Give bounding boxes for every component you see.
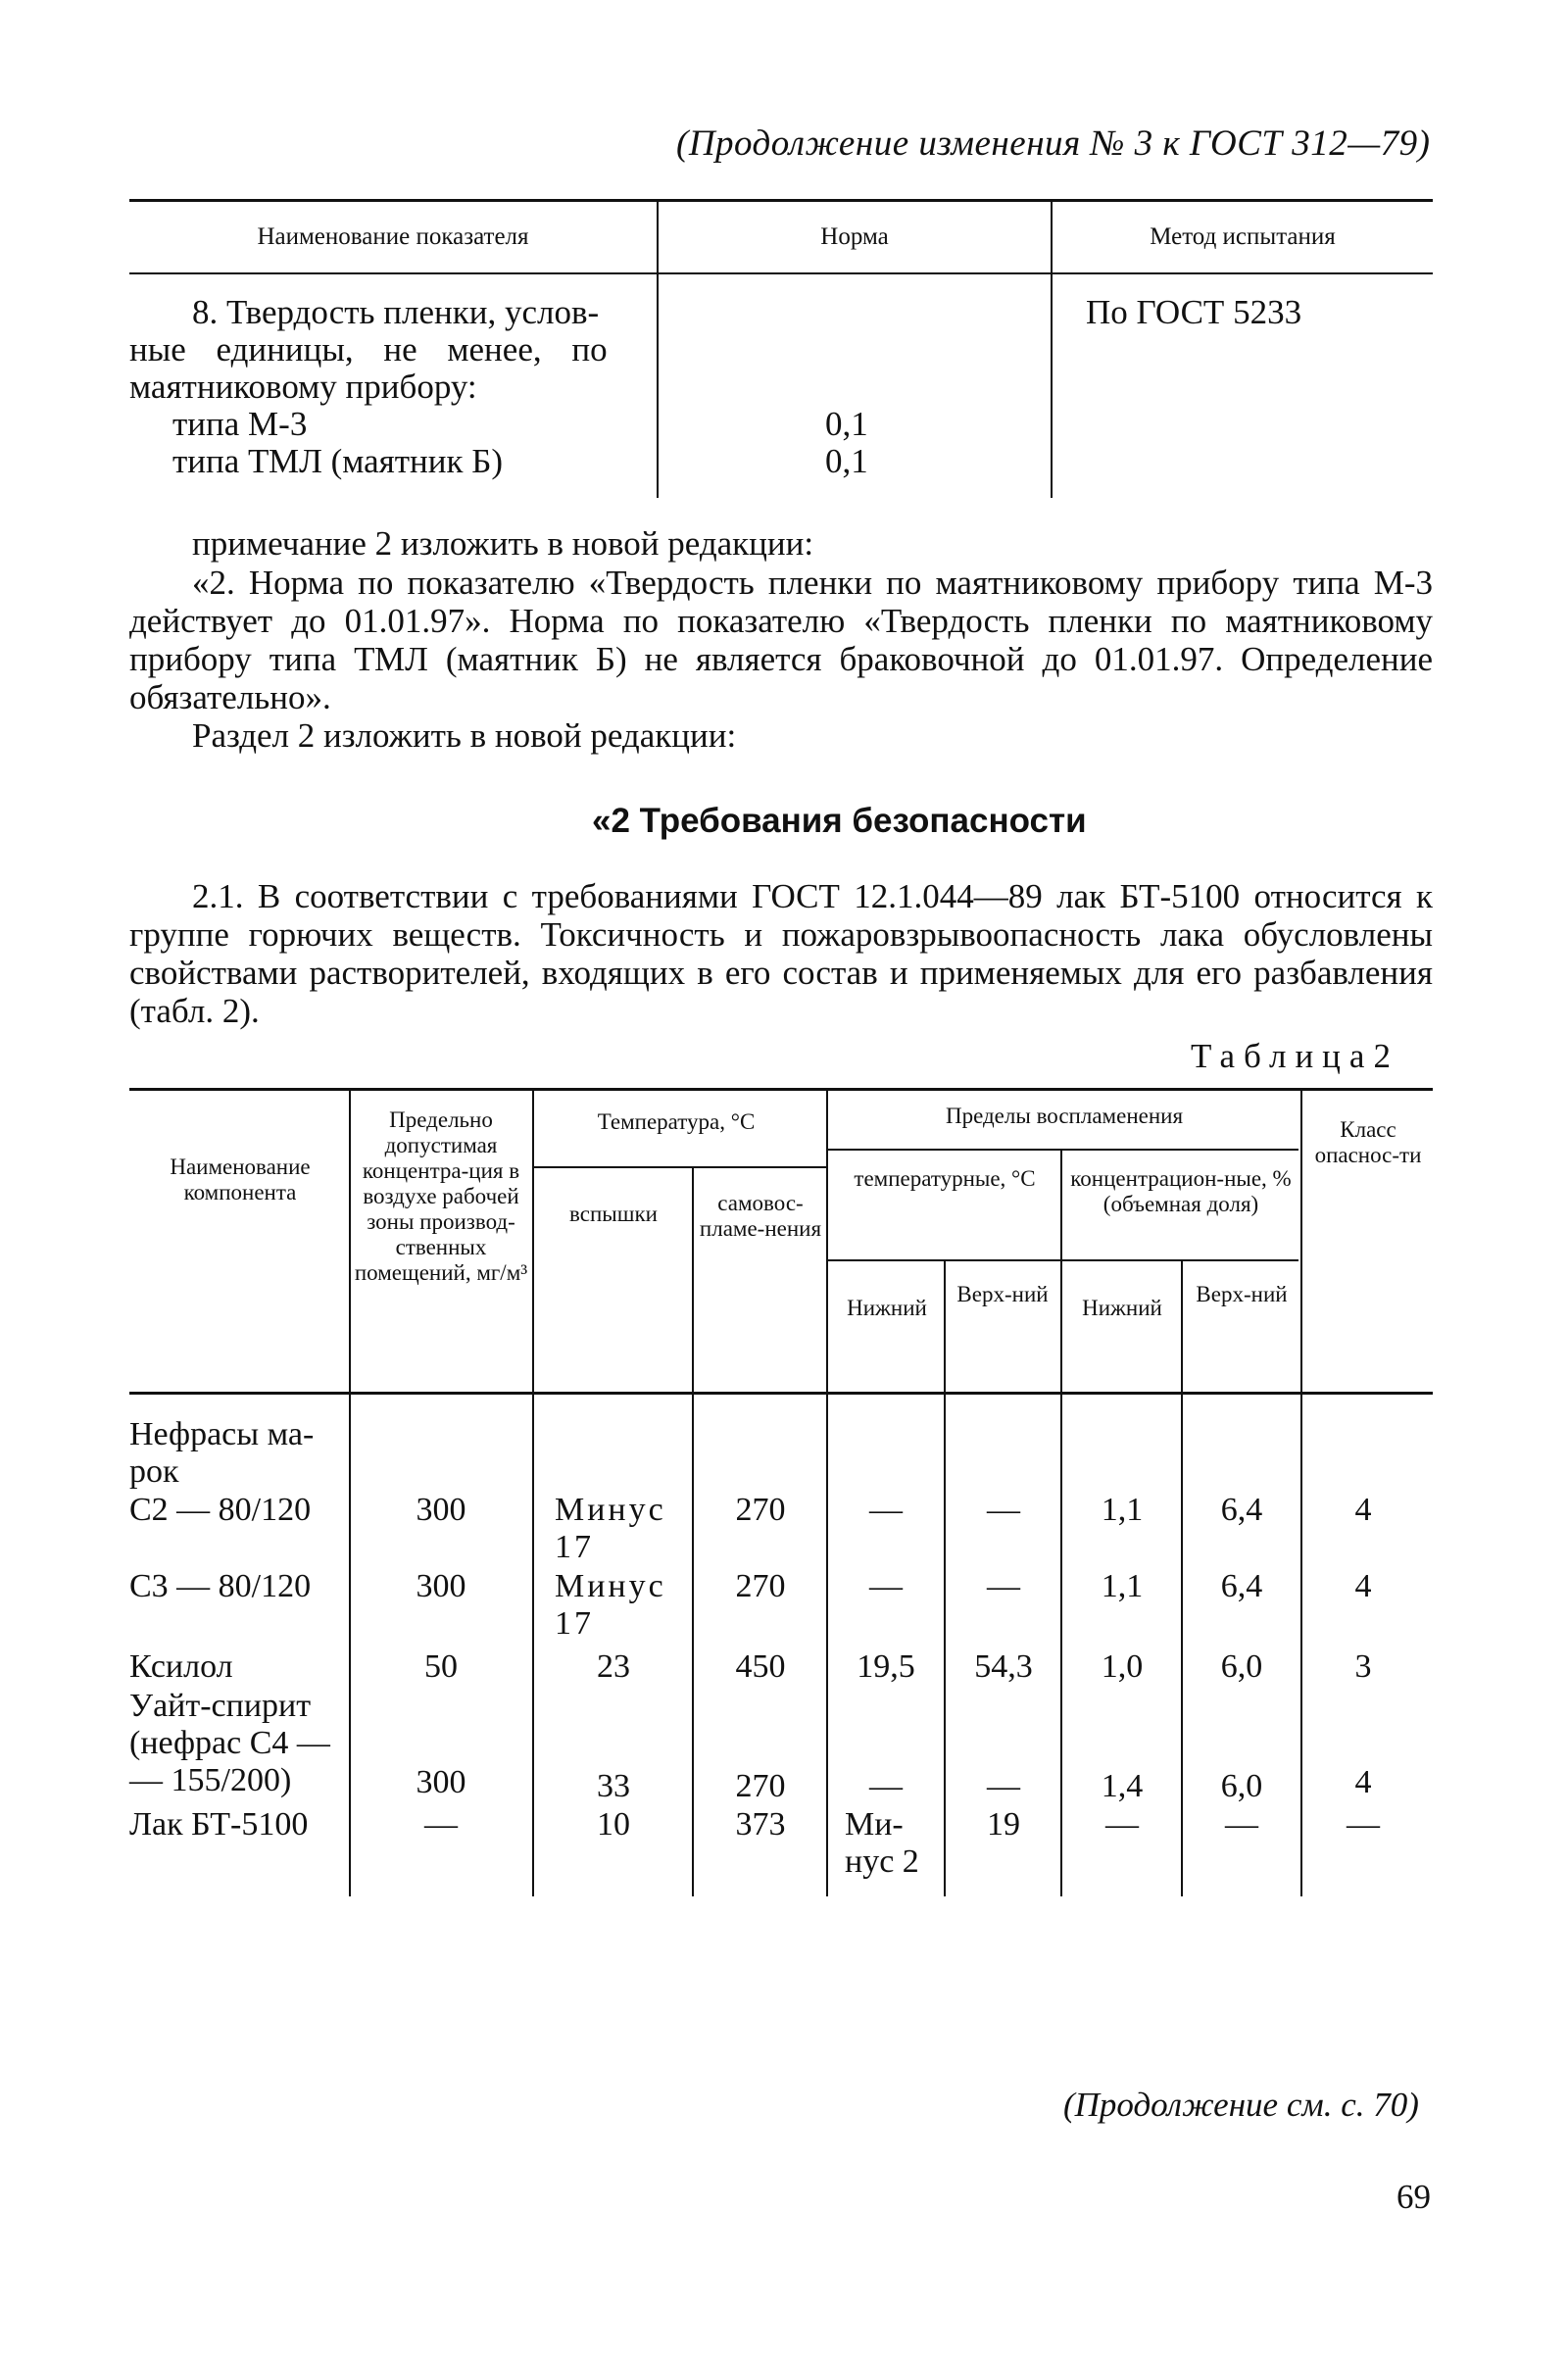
table2-cell-selfign: 270 (735, 1492, 786, 1528)
table2-vline-tu (1060, 1151, 1062, 1896)
table2-cell-class: — (1347, 1806, 1380, 1843)
table1-col-name: Наименование показателя (257, 223, 529, 250)
table2-h-lower-1: Нижний (847, 1296, 927, 1320)
table2-vline-limit (532, 1090, 534, 1896)
table2-cell-flash: Минус 17 (555, 1568, 666, 1642)
table2-cell-limit: — (424, 1806, 458, 1843)
table2-cell-name: Лак БТ-5100 (129, 1806, 309, 1843)
table2-h-name: Наименование компонента (170, 1155, 311, 1204)
table2-cell-tu: — (987, 1492, 1020, 1528)
table2-vline-cu (1300, 1090, 1302, 1896)
paragraph-3: Раздел 2 изложить в новой редакции: (192, 716, 737, 755)
continuation-note: (Продолжение см. с. 70) (1063, 2086, 1419, 2124)
table2-h-limit: Предельно допустимая концентра-ция в воздухе рабочей зоны производ-ственных помещений, мг/м³ (354, 1107, 528, 1285)
table2-cell-flash: 10 (597, 1806, 630, 1843)
table2-cell-limit: 300 (416, 1764, 466, 1800)
table2-cell-cu: 6,0 (1220, 1648, 1263, 1685)
table2-cell-cl: — (1105, 1806, 1139, 1843)
table2-cell-cu: — (1225, 1806, 1258, 1843)
table-caption: Таблица2 (1191, 1037, 1399, 1075)
table1-top-rule (129, 199, 1433, 202)
table2-cell-limit: 300 (416, 1492, 466, 1528)
table1-method: По ГОСТ 5233 (1086, 293, 1302, 331)
table2-cell-tl: 19,5 (857, 1648, 915, 1685)
table1-name-line-4: типа М-3 (172, 405, 308, 443)
table2-vline-cl (1181, 1261, 1183, 1896)
table2-cell-name: С3 — 80/120 (129, 1568, 312, 1604)
page-number: 69 (1396, 2178, 1431, 2216)
table2-cell-tu: 54,3 (974, 1648, 1033, 1685)
table2-h-temp: Температура, °С (597, 1109, 756, 1134)
table2-limits-subrule (828, 1149, 1298, 1151)
table1-header-rule (129, 272, 1433, 274)
table2-h-upper-1: Верх-ний (956, 1282, 1049, 1306)
table1-col-norm: Норма (820, 223, 889, 250)
paragraph-4: 2.1. В соответствии с требованиями ГОСТ 12.1.044—89 лак БТ-5100 относится к группе горючих веществ. Токсичность и пожаровзрывоопасность лака обусловлены свойствами растворителей, входящих в его состав и применяемых для его разбавления (табл. 2). (129, 877, 1433, 1030)
table2-cell-cu: 6,0 (1220, 1768, 1263, 1804)
table2-cell-cl: 1,0 (1101, 1648, 1144, 1685)
table2-cell-tu: — (987, 1768, 1020, 1804)
table2-h-temp-limits: температурные, °С (854, 1166, 1036, 1191)
table2-cell-cl: 1,1 (1101, 1492, 1144, 1528)
table2-h-lower-2: Нижний (1082, 1296, 1162, 1320)
table2-cell-class: 4 (1354, 1764, 1372, 1800)
table1-name-line-1: 8. Твердость пленки, услов- (192, 293, 600, 331)
table2-h-selfign: самовос-пламе-нения (699, 1191, 822, 1241)
table2-row-name: Нефрасы ма-рок (129, 1416, 315, 1490)
table2-h-upper-2: Верх-ний (1196, 1282, 1288, 1306)
table1-col-method: Метод испытания (1150, 223, 1336, 250)
table2-vline-tl (944, 1261, 946, 1896)
table2-cell-name: Уайт-спирит (нефрас С4 — — 155/200) (129, 1688, 330, 1798)
table2-cell-tl: Ми-нус 2 (845, 1806, 919, 1880)
table2-cell-tl: — (869, 1768, 903, 1804)
table2-cell-selfign: 373 (735, 1806, 786, 1843)
table1-name-line-3: маятниковому прибору: (129, 368, 477, 406)
section-title: «2 Требования безопасности (592, 802, 1087, 840)
table2-cell-tu: 19 (987, 1806, 1020, 1843)
table2-vline-name (349, 1090, 351, 1896)
table1-norm-1: 0,1 (825, 405, 868, 443)
table2-cell-class: 4 (1354, 1568, 1372, 1604)
table2-temp-subrule (534, 1166, 826, 1168)
table2-top-rule (129, 1088, 1433, 1091)
table2-cell-selfign: 270 (735, 1568, 786, 1604)
table2-cell-tu: — (987, 1568, 1020, 1604)
table2-cell-limit: 50 (424, 1648, 458, 1685)
table2-cell-flash: Минус 17 (555, 1492, 666, 1565)
paragraph-1: примечание 2 изложить в новой редакции: (192, 524, 814, 563)
table2-cell-tl: — (869, 1568, 903, 1604)
table2-cell-class: 4 (1354, 1492, 1372, 1528)
table2-h-flash: вспышки (569, 1202, 658, 1226)
table2-cell-flash: 33 (597, 1768, 630, 1804)
table2-header-rule (129, 1392, 1433, 1395)
table2-limits-subrule-2 (828, 1259, 1298, 1261)
table2-cell-cu: 6,4 (1220, 1568, 1263, 1604)
table1-norm-2: 0,1 (825, 442, 868, 480)
page-header: (Продолжение изменения № 3 к ГОСТ 312—79) (676, 123, 1431, 164)
table2-cell-selfign: 270 (735, 1768, 786, 1804)
table1-name-line-2: ные единицы, не менее, по (129, 330, 608, 369)
table2-vline-flash (692, 1166, 694, 1896)
table2-cell-name: С2 — 80/120 (129, 1492, 312, 1528)
table2-cell-class: 3 (1354, 1648, 1372, 1685)
table2-cell-tl: — (869, 1492, 903, 1528)
table2-vline-selfign (826, 1090, 828, 1896)
table2-cell-cl: 1,1 (1101, 1568, 1144, 1604)
table2-cell-name: Ксилол (129, 1648, 233, 1685)
table2-cell-limit: 300 (416, 1568, 466, 1604)
paragraph-2: «2. Норма по показателю «Твердость пленки по маятниковому прибору типа М-3 действует до 01.01.97». Норма по показателю «Твердость пленки по маятниковому прибору типа ТМЛ (маятник Б) не является браковочной до 01.01.97. Определение обязательно». (129, 564, 1433, 716)
table1-name-line-5: типа ТМЛ (маятник Б) (172, 442, 504, 480)
table2-h-limits: Пределы воспламенения (945, 1104, 1184, 1128)
table2-cell-flash: 23 (597, 1648, 630, 1685)
table2-cell-cl: 1,4 (1101, 1768, 1144, 1804)
table2-cell-selfign: 450 (735, 1648, 786, 1685)
table2-h-class: Класс опаснос-ти (1314, 1117, 1422, 1167)
table2-cell-cu: 6,4 (1220, 1492, 1263, 1528)
table2-h-conc-limits: концентрацион-ные, % (объемная доля) (1070, 1166, 1292, 1216)
